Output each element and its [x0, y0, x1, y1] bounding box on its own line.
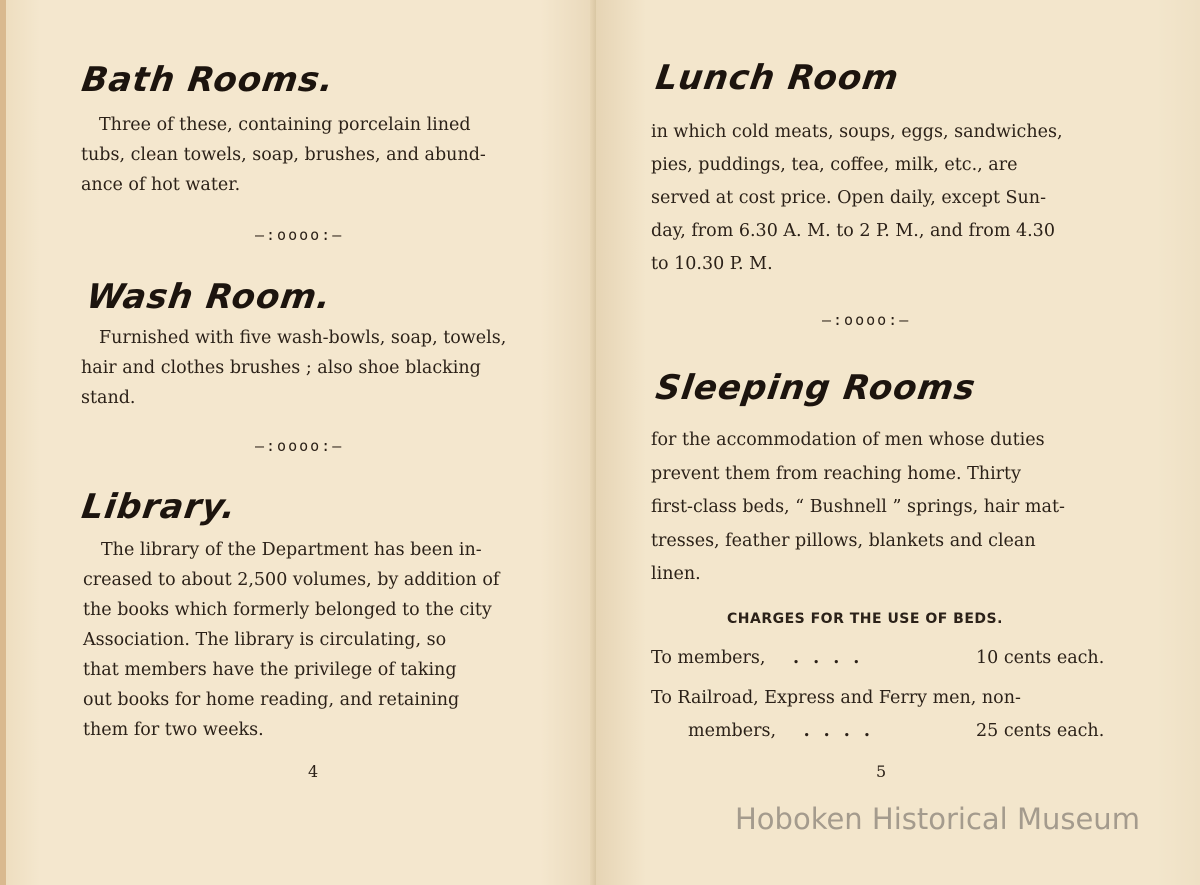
- text-line: prevent them from reaching home. Thirty: [651, 463, 1021, 484]
- page-edge: [0, 0, 6, 885]
- wash-room-text: [81, 323, 541, 413]
- text-line: Furnished with five wash-bowls, soap, towels,: [99, 328, 507, 348]
- sleeping-rooms-text: [651, 424, 1113, 592]
- leader-dots: ....: [803, 721, 884, 741]
- text-line: Association. The library is circulating, so: [83, 630, 447, 650]
- page-number: 5: [876, 762, 887, 781]
- text-line: first-class beds, “ Bushnell ” springs, hair mat-: [651, 497, 1065, 517]
- museum-watermark: Hoboken Historical Museum: [735, 802, 1140, 836]
- right-page: [596, 0, 1200, 885]
- text-line: to 10.30 P. M.: [651, 254, 773, 274]
- text-line: ance of hot water.: [81, 175, 241, 195]
- bath-rooms-heading: Bath Rooms.: [79, 60, 337, 100]
- text-line: that members have the privilege of taking: [83, 660, 457, 680]
- text-line: pies, puddings, tea, coffee, milk, etc., are: [651, 155, 1018, 175]
- wash-room-heading: Wash Room.: [84, 277, 334, 317]
- section-divider: –:oooo:–: [255, 226, 344, 244]
- text-line: for the accommodation of men whose duties: [651, 430, 1045, 450]
- library-heading: Library.: [79, 487, 239, 527]
- text-line: served at cost price. Open daily, except Sun-: [651, 188, 1046, 208]
- text-line: hair and clothes brushes ; also shoe blacking: [81, 358, 481, 378]
- text-line: out books for home reading, and retaining: [83, 690, 460, 710]
- text-line: tubs, clean towels, soap, brushes, and abund-: [81, 145, 486, 165]
- bath-rooms-text: [81, 110, 541, 200]
- non-members-rate: [688, 716, 1105, 746]
- rate-label: members,: [688, 721, 777, 741]
- rate-label: To members,: [651, 648, 766, 668]
- page-number: 4: [308, 762, 319, 781]
- text-line: linen.: [651, 564, 701, 584]
- non-members-line: To Railroad, Express and Ferry men, non-: [651, 688, 1021, 708]
- library-text: [83, 535, 543, 745]
- leader-dots: ....: [793, 648, 874, 668]
- rate-price: 25 cents each.: [976, 721, 1105, 741]
- text-line: the books which formerly belonged to the city: [83, 600, 492, 620]
- section-divider: –:oooo:–: [822, 311, 911, 329]
- members-rate: [651, 643, 1105, 673]
- lunch-room-text: [651, 116, 1113, 281]
- lunch-room-heading: Lunch Room: [653, 58, 902, 98]
- left-page: [0, 0, 596, 885]
- text-line: them for two weeks.: [83, 720, 264, 740]
- text-line: tresses, feather pillows, blankets and clean: [651, 530, 1036, 551]
- text-line: Three of these, containing porcelain lined: [99, 115, 471, 135]
- sleeping-rooms-heading: Sleeping Rooms: [653, 368, 979, 408]
- text-line: creased to about 2,500 volumes, by addition of: [83, 570, 500, 590]
- text-line: stand.: [81, 388, 136, 408]
- section-divider: –:oooo:–: [255, 437, 344, 455]
- text-line: in which cold meats, soups, eggs, sandwiches,: [651, 122, 1063, 142]
- text-line: day, from 6.30 A. M. to 2 P. M., and from 4.30: [651, 221, 1055, 241]
- text-line: The library of the Department has been in-: [101, 540, 482, 560]
- charges-title: CHARGES FOR THE USE OF BEDS.: [727, 611, 1003, 627]
- rate-price: 10 cents each.: [976, 648, 1105, 668]
